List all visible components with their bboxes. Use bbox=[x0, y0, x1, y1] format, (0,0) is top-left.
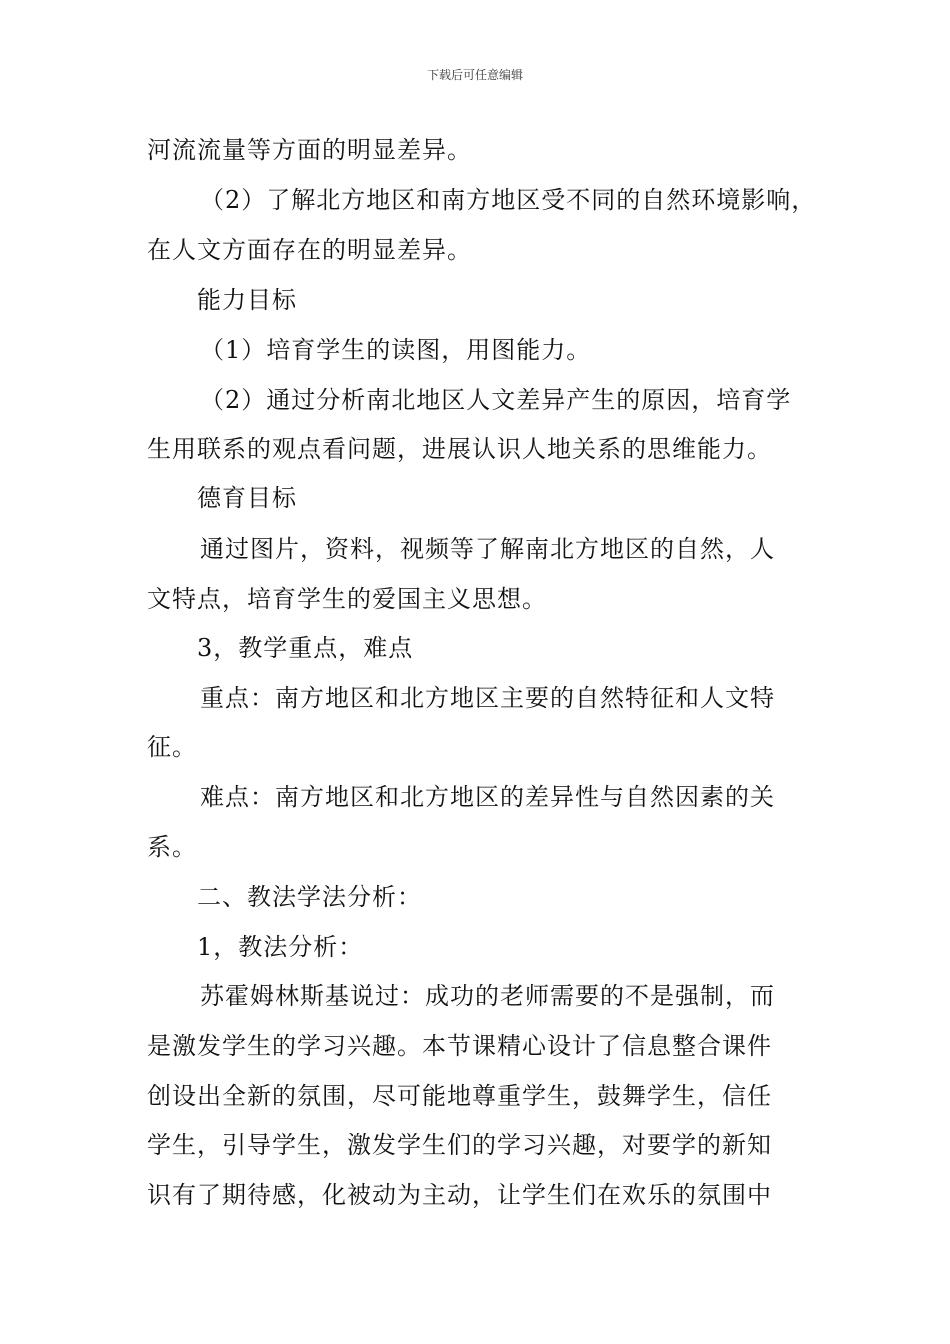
body-line: 苏霍姆林斯基说过：成功的老师需要的不是强制，而 bbox=[200, 982, 775, 1010]
body-line: 重点：南方地区和北方地区主要的自然特征和人文特 bbox=[200, 684, 775, 712]
body-line: （2）通过分析南北地区人文差异产生的原因，培育学 bbox=[200, 386, 792, 414]
body-line: 学生，引导学生，激发学生们的学习兴趣，对要学的新知 bbox=[147, 1131, 772, 1159]
page-header: 下载后可任意编辑 bbox=[426, 68, 523, 82]
body-line: 生用联系的观点看问题，进展认识人地关系的思维能力。 bbox=[147, 435, 772, 463]
body-line: 创设出全新的氛围，尽可能地尊重学生，鼓舞学生，信任 bbox=[147, 1082, 772, 1110]
body-line: 难点：南方地区和北方地区的差异性与自然因素的关 bbox=[200, 783, 775, 811]
body-line: 通过图片，资料，视频等了解南北方地区的自然，人 bbox=[200, 535, 775, 563]
body-line: 河流流量等方面的明显差异。 bbox=[147, 136, 472, 164]
body-line: （2）了解北方地区和南方地区受不同的自然环境影响， bbox=[200, 186, 817, 214]
body-line: 识有了期待感，化被动为主动，让学生们在欢乐的氛围中 bbox=[147, 1181, 772, 1209]
body-line: 能力目标 bbox=[197, 286, 297, 314]
body-line: 是激发学生的学习兴趣。本节课精心设计了信息整合课件 bbox=[147, 1032, 772, 1060]
body-line: 文特点，培育学生的爱国主义思想。 bbox=[147, 585, 547, 613]
body-line: 3，教学重点，难点 bbox=[197, 634, 414, 662]
body-line: 在人文方面存在的明显差异。 bbox=[147, 236, 472, 264]
body-line: 1，教法分析： bbox=[197, 933, 364, 961]
body-line: （1）培育学生的读图，用图能力。 bbox=[200, 336, 592, 364]
body-line: 系。 bbox=[147, 833, 197, 861]
body-line: 二、教法学法分析： bbox=[197, 883, 422, 911]
body-line: 征。 bbox=[147, 733, 197, 761]
body-line: 德育目标 bbox=[197, 484, 297, 512]
